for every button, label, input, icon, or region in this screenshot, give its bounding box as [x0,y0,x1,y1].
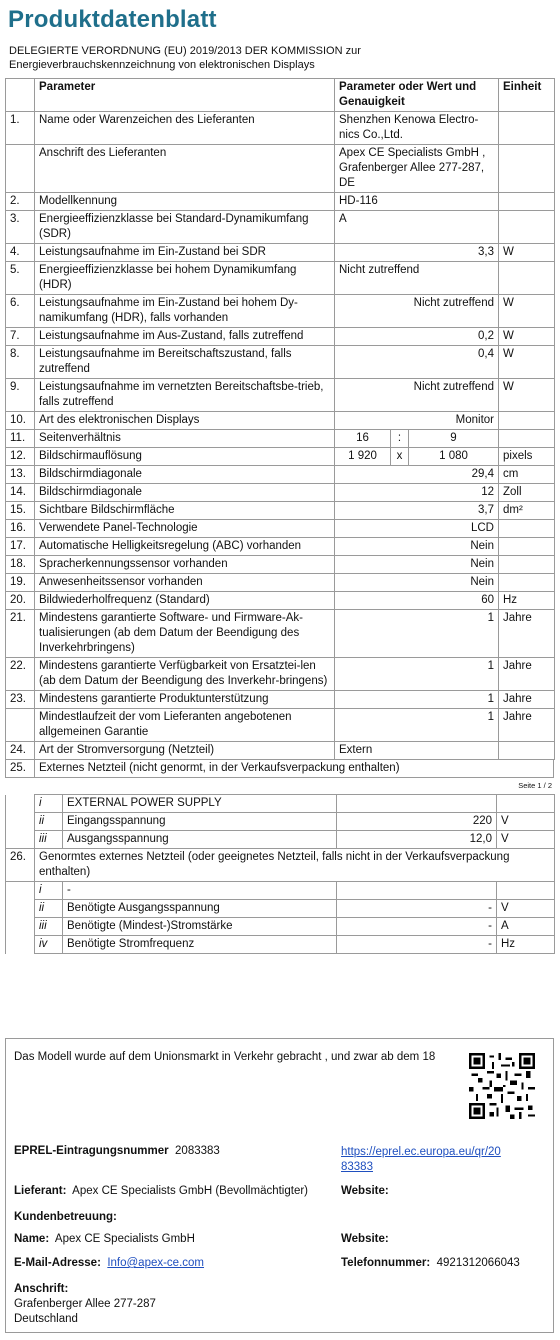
row-number: 14. [6,484,35,502]
sub-table-row [6,900,555,918]
value-cell: 1 [335,658,499,691]
parameter-cell: Mindestlaufzeit der vom Lieferanten angebotenen allgemeinen Garantie [35,709,335,742]
phone-label: Telefonnummer: [341,1257,431,1269]
sub-row-label: Benötigte Ausgangsspannung [63,900,337,918]
row-number: 4. [6,244,35,262]
parameter-cell: Sichtbare Bildschirmfläche [35,502,335,520]
row-number: 15. [6,502,35,520]
value-cell: Monitor [335,412,499,430]
value-a-cell: 16 [335,430,391,448]
unit-cell [499,520,555,538]
sub-row-value [337,882,497,900]
value-cell: 29,4 [335,466,499,484]
parameter-cell: Mindestens garantierte Software- und Firmware-Ak-tualisierungen (ab dem Datum der Beendigung des Inverkehrbringens) [35,610,335,658]
sub-row-label: EXTERNAL POWER SUPPLY [63,795,337,813]
address-line-1: Grafenberger Allee 277-287 [14,1298,156,1310]
table-row [6,295,555,328]
table-row [6,328,555,346]
table-row [6,412,555,430]
regulation-subtitle [9,44,554,72]
header-value: Parameter oder Wert und Genauigkeit [335,79,499,112]
sub-row-unit: V [497,831,555,849]
table-row [6,346,555,379]
phone-value: 4921312066043 [436,1257,520,1269]
value-cell: Extern [335,742,499,760]
parameter-cell: Leistungsaufnahme im Bereitschaftszustand, falls zutreffend [35,346,335,379]
row-number: 23. [6,691,35,709]
table-row [6,145,555,193]
sub-row-index: i [35,882,63,900]
table-row [6,610,555,658]
row-number: 2. [6,193,35,211]
unit-cell [499,412,555,430]
parameter-cell: Mindestens garantierte Produktunterstützung [35,691,335,709]
subtitle-line-1: DELEGIERTE VERORDNUNG (EU) 2019/2013 DER KOMMISSION zur [9,45,361,57]
supplier-value: Apex CE Specialists GmbH (Bevollmächtigter) [72,1185,309,1197]
parameter-cell: Leistungsaufnahme im vernetzten Bereitschaftsbe-trieb, falls zutreffend [35,379,335,412]
parameter-cell: Verwendete Panel-Technologie [35,520,335,538]
address-block [14,1282,156,1327]
sub-row-value: 220 [337,813,497,831]
row-number: 10. [6,412,35,430]
row-number: 9. [6,379,35,412]
qr-code-icon [469,1053,535,1119]
value-cell: Apex CE Specialists GmbH , Grafenberger Allee 277-287, DE [335,145,499,193]
value-cell: 1 [335,610,499,658]
sub-row-spacer [6,936,35,954]
sub-row-value: - [337,900,497,918]
sub-row-spacer [6,882,35,900]
sub-row-value [337,795,497,813]
sub-table-row [6,936,555,954]
sub-row-value: 12,0 [337,831,497,849]
parameter-cell: Bildwiederholfrequenz (Standard) [35,592,335,610]
row-number [6,709,35,742]
sub-table-row [6,795,555,813]
sub-row-label: Benötigte (Mindest-)Stromstärke [63,918,337,936]
table-row [6,193,555,211]
sub-row-label: Benötigte Stromfrequenz [63,936,337,954]
parameter-cell: Leistungsaufnahme im Ein-Zustand bei SDR [35,244,335,262]
page-title: Produktdatenblatt [8,6,217,33]
unit-cell [499,742,555,760]
table-row [6,466,555,484]
row-number: 18. [6,556,35,574]
value-cell: 0,4 [335,346,499,379]
unit-cell [499,574,555,592]
sub-row-spacer [6,900,35,918]
row-number: 22. [6,658,35,691]
unit-cell [499,145,555,193]
table-header-row [6,79,555,112]
value-cell: Nein [335,556,499,574]
table-row [6,211,555,244]
row-number: 5. [6,262,35,295]
row-number: 16. [6,520,35,538]
sub-table-row [6,918,555,936]
customer-service-label: Kundenbetreuung: [14,1211,117,1223]
sub-row-spacer [6,831,35,849]
sub-row-index: iv [35,936,63,954]
email-line [14,1257,204,1269]
unit-cell: Zoll [499,484,555,502]
unit-cell [499,262,555,295]
sub-row-unit [497,795,555,813]
sub-row-unit: V [497,813,555,831]
unit-cell: W [499,295,555,328]
row-25-number: 25. [6,760,35,778]
sub-row-index: ii [35,813,63,831]
table-row [6,484,555,502]
sub-row-index: iii [35,918,63,936]
table-row [6,556,555,574]
row-number: 6. [6,295,35,328]
value-cell: 60 [335,592,499,610]
sub-row-unit: Hz [497,936,555,954]
sub-table-row [6,813,555,831]
sub-row-spacer [6,918,35,936]
parameter-cell: Spracherkennungssensor vorhanden [35,556,335,574]
sub-row-index: i [35,795,63,813]
unit-cell [499,430,555,448]
unit-cell: dm² [499,502,555,520]
value-cell: HD-116 [335,193,499,211]
sub-row-value: - [337,918,497,936]
sub-row-index: iii [35,831,63,849]
value-separator: x [391,448,409,466]
row-26 [6,849,555,882]
address-label: Anschrift: [14,1283,69,1295]
row-26-number: 26. [6,849,35,882]
table-row [6,448,555,466]
sub-row-value: - [337,936,497,954]
power-supply-table [5,794,555,954]
row-number: 12. [6,448,35,466]
row-25-table [5,760,554,778]
name-value: Apex CE Specialists GmbH [54,1233,195,1245]
header-number-cell [6,79,35,112]
row-26-body [6,849,555,882]
row-number: 13. [6,466,35,484]
unit-cell [499,112,555,145]
parameter-cell: Energieeffizienzklasse bei Standard-Dynamikumfang (SDR) [35,211,335,244]
unit-cell: Jahre [499,610,555,658]
value-cell: Nicht zutreffend [335,379,499,412]
parameter-cell: Anschrift des Lieferanten [35,145,335,193]
sub-row-label: - [63,882,337,900]
sub-table-row [6,882,555,900]
supplier-line [14,1185,308,1197]
table-row [6,112,555,145]
unit-cell: Hz [499,592,555,610]
supplier-label: Lieferant: [14,1185,67,1197]
subtitle-line-2: Energieverbrauchskennzeichnung von elektronischen Displays [9,59,315,71]
parameter-cell: Bildschirmauflösung [35,448,335,466]
eprel-number: 2083383 [175,1145,220,1157]
value-separator: : [391,430,409,448]
value-cell: 3,7 [335,502,499,520]
unit-cell: W [499,379,555,412]
unit-cell: Jahre [499,658,555,691]
unit-cell [499,193,555,211]
page-number: Seite 1 / 2 [518,781,552,790]
row-number [6,145,35,193]
email-link[interactable]: Info@apex-ce.com [107,1257,205,1269]
value-cell: 1 [335,709,499,742]
row-number: 19. [6,574,35,592]
table-row [6,742,555,760]
value-cell: Nicht zutreffend [335,262,499,295]
phone-line [341,1257,520,1269]
name-line [14,1233,195,1245]
sub-row-spacer [6,813,35,831]
row-number: 24. [6,742,35,760]
sub-row-unit: A [497,918,555,936]
address-line-2: Deutschland [14,1313,78,1325]
row-26-text: Genormtes externes Netzteil (oder geeignetes Netzteil, falls nicht in der Verkaufsverpackung enthalten) [35,849,555,882]
product-data-table [5,78,555,760]
website-label-2: Website: [341,1233,389,1245]
sub-row-spacer [6,795,35,813]
unit-cell: W [499,346,555,379]
table-row [6,379,555,412]
table-row [6,262,555,295]
row-number: 11. [6,430,35,448]
table-row [6,574,555,592]
sub-row-label: Ausgangsspannung [63,831,337,849]
unit-cell [499,538,555,556]
unit-cell: cm [499,466,555,484]
parameter-cell: Energieeffizienzklasse bei hohem Dynamikumfang (HDR) [35,262,335,295]
value-cell: Nicht zutreffend [335,295,499,328]
unit-cell: pixels [499,448,555,466]
table-row [6,691,555,709]
value-cell: 1 [335,691,499,709]
row-number: 20. [6,592,35,610]
unit-cell: W [499,328,555,346]
parameter-cell: Bildschirmdiagonale [35,484,335,502]
table-row [6,709,555,742]
sub-row-unit [497,882,555,900]
name-label: Name: [14,1233,50,1245]
value-cell: 0,2 [335,328,499,346]
value-cell: 12 [335,484,499,502]
table-row [6,520,555,538]
row-number: 7. [6,328,35,346]
value-a-cell: 1 920 [335,448,391,466]
table-row [6,430,555,448]
value-cell: 3,3 [335,244,499,262]
table-row [6,658,555,691]
eprel-info-box [5,1038,554,1333]
eprel-registration [14,1145,220,1157]
row-number: 8. [6,346,35,379]
row-number: 1. [6,112,35,145]
parameter-cell: Bildschirmdiagonale [35,466,335,484]
parameter-cell: Leistungsaufnahme im Aus-Zustand, falls zutreffend [35,328,335,346]
parameter-cell: Seitenverhältnis [35,430,335,448]
row-number: 21. [6,610,35,658]
value-b-cell: 9 [409,430,499,448]
unit-cell [499,211,555,244]
parameter-cell: Anwesenheitssensor vorhanden [35,574,335,592]
header-unit: Einheit [499,79,555,112]
parameter-cell: Modellkennung [35,193,335,211]
value-cell: LCD [335,520,499,538]
eprel-label: EPREL-Eintragungsnummer [14,1145,169,1157]
parameter-cell: Automatische Helligkeitsregelung (ABC) vorhanden [35,538,335,556]
website-label: Website: [341,1185,389,1197]
table-row [6,538,555,556]
value-cell: A [335,211,499,244]
unit-cell: Jahre [499,709,555,742]
unit-cell: Jahre [499,691,555,709]
sub-row-label: Eingangsspannung [63,813,337,831]
value-cell: Shenzhen Kenowa Electro-nics Co.,Ltd. [335,112,499,145]
row-25-text: Externes Netzteil (nicht genormt, in der Verkaufsverpackung enthalten) [35,760,554,778]
parameter-cell: Name oder Warenzeichen des Lieferanten [35,112,335,145]
table-row [6,502,555,520]
value-cell: Nein [335,574,499,592]
table-row [6,244,555,262]
email-label: E-Mail-Adresse: [14,1257,101,1269]
eprel-link[interactable] [341,1145,501,1175]
sub-table-row [6,831,555,849]
eprel-link-line-1[interactable]: https://eprel.ec.europa.eu/qr/20 [341,1146,501,1158]
parameter-cell: Leistungsaufnahme im Ein-Zustand bei hohem Dy-namikumfang (HDR), falls vorhanden [35,295,335,328]
sub-row-unit: V [497,900,555,918]
power-supply-body [6,795,555,849]
value-b-cell: 1 080 [409,448,499,466]
market-date-text: Das Modell wurde auf dem Unionsmarkt in Verkehr gebracht , und zwar ab dem 18 [14,1051,436,1063]
row-number: 17. [6,538,35,556]
header-parameter: Parameter [35,79,335,112]
table-row [6,592,555,610]
standard-supply-body [6,882,555,954]
eprel-link-line-2[interactable]: 83383 [341,1161,373,1173]
parameter-cell: Art der Stromversorgung (Netzteil) [35,742,335,760]
parameter-cell: Art des elektronischen Displays [35,412,335,430]
product-data-body [6,79,555,760]
unit-cell: W [499,244,555,262]
datasheet-page [5,0,554,954]
row-25 [6,760,554,778]
sub-row-index: ii [35,900,63,918]
value-cell: Nein [335,538,499,556]
row-number: 3. [6,211,35,244]
unit-cell [499,556,555,574]
parameter-cell: Mindestens garantierte Verfügbarkeit von Ersatztei-len (ab dem Datum der Beendigung des Inverkehr-bringens) [35,658,335,691]
